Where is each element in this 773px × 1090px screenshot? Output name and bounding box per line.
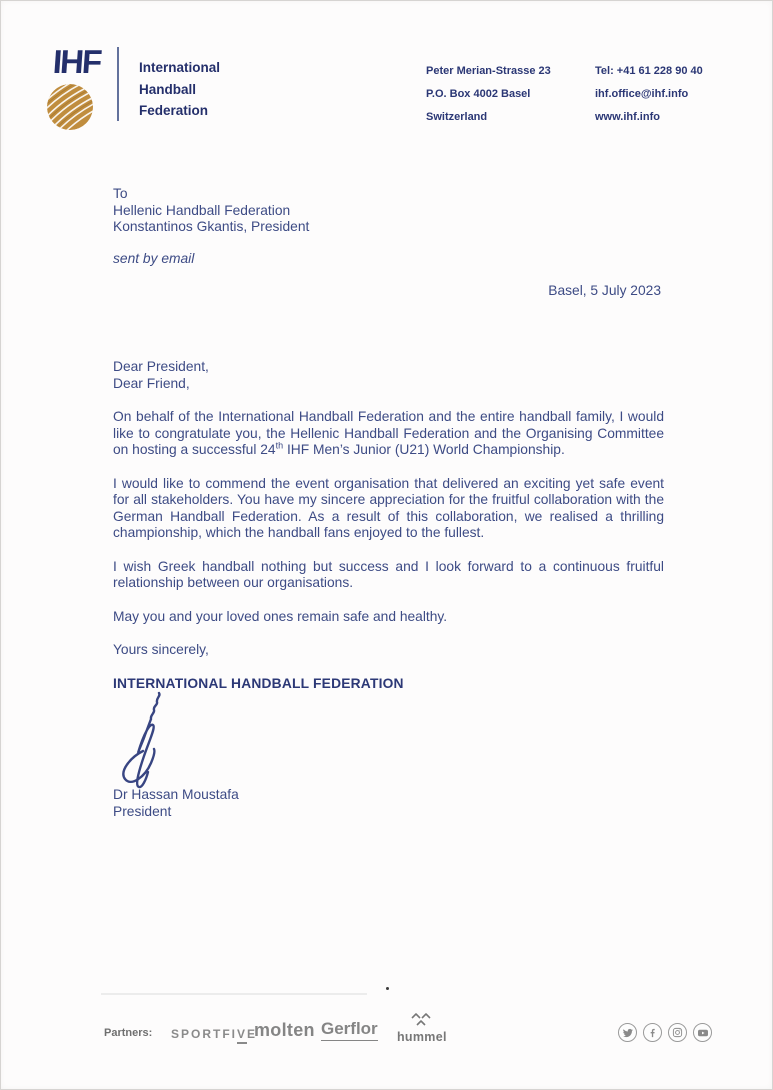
signature-image: [107, 689, 207, 793]
partner-logo-molten: molten: [254, 1020, 315, 1040]
org-name-line: Federation: [139, 103, 209, 118]
salutation: [113, 359, 664, 392]
recipient-block: [113, 186, 309, 236]
dateline: Basel, 5 July 2023: [548, 283, 661, 298]
paragraph-1-text: On behalf of the International Handball Federation and the entire handball family, I would like to congratulate you, the Hellenic Handball Federation and the Organising Committee on hosting a successful 24: [113, 409, 664, 457]
youtube-icon: [693, 1023, 712, 1042]
email-line: ihf.office@ihf.info: [595, 88, 689, 100]
hummel-chevrons-icon: [409, 1013, 433, 1027]
org-name-line: Handball: [139, 81, 197, 97]
ihf-logo-letters: IHF: [51, 43, 102, 80]
header-divider: [117, 47, 119, 121]
partners-label: Partners:: [104, 1027, 153, 1039]
salutation-line: Dear Friend,: [113, 375, 190, 391]
salutation-line: Dear President,: [113, 359, 209, 374]
twitter-icon: [618, 1023, 637, 1042]
paragraph-1: [113, 409, 664, 459]
partner-logo-gerflor: Gerflor: [321, 1019, 378, 1041]
signer-block: [113, 787, 239, 820]
paragraph-1-text: IHF Men’s Junior (U21) World Championship.: [283, 442, 565, 457]
sportfive-text: E: [247, 1027, 258, 1041]
partner-logo-hummel: [397, 1013, 445, 1046]
paragraph-4: May you and your loved ones remain safe and healthy.: [113, 608, 448, 624]
recipient-to: To: [113, 186, 128, 201]
signer-name: Dr Hassan Moustafa: [113, 787, 239, 802]
recipient-person: Konstantinos Gkantis, President: [113, 219, 310, 234]
sportfive-underlined-letter: V: [237, 1027, 247, 1044]
signer-title: President: [113, 803, 172, 819]
recipient-org: Hellenic Handball Federation: [113, 202, 291, 218]
closing-line: Yours sincerely,: [113, 642, 209, 657]
sent-via-note: sent by email: [113, 251, 195, 266]
hummel-text: hummel: [397, 1030, 447, 1044]
phone-line: Tel: +41 61 228 90 40: [595, 65, 703, 77]
address-line: Switzerland: [426, 111, 488, 123]
instagram-icon: [668, 1023, 687, 1042]
ordinal-superscript: th: [275, 440, 284, 451]
contact-details: [595, 60, 703, 129]
letter-body: [113, 359, 664, 692]
ihf-ball-icon: [46, 83, 94, 131]
address-line: P.O. Box 4002 Basel: [426, 88, 531, 100]
footer-divider: [101, 993, 367, 995]
sportfive-text: SPORTFI: [171, 1027, 238, 1041]
partner-logo-sportfive: [171, 1027, 257, 1041]
postal-address: [426, 60, 551, 129]
org-name-line: International: [139, 60, 221, 75]
organisation-signoff: INTERNATIONAL HANDBALL FEDERATION: [113, 675, 404, 691]
social-icons-row: [618, 1023, 712, 1042]
org-name: [139, 57, 220, 122]
paragraph-2: I would like to commend the event organisation that delivered an exciting yet safe event for all stakeholders. You have my sincere appreciation for the fruitful collaboration with the German Handball Federation. As a result of this collaboration, we realised a thrilling championship, which the handball fans enjoyed to the fullest.: [113, 475, 664, 540]
facebook-icon: [643, 1023, 662, 1042]
address-line: Peter Merian-Strasse 23: [426, 65, 551, 77]
paragraph-3: I wish Greek handball nothing but success and I look forward to a continuous fruitful relationship between our organisations.: [113, 558, 664, 590]
scan-artifact-dot: [386, 987, 389, 990]
website-line: www.ihf.info: [595, 111, 660, 123]
